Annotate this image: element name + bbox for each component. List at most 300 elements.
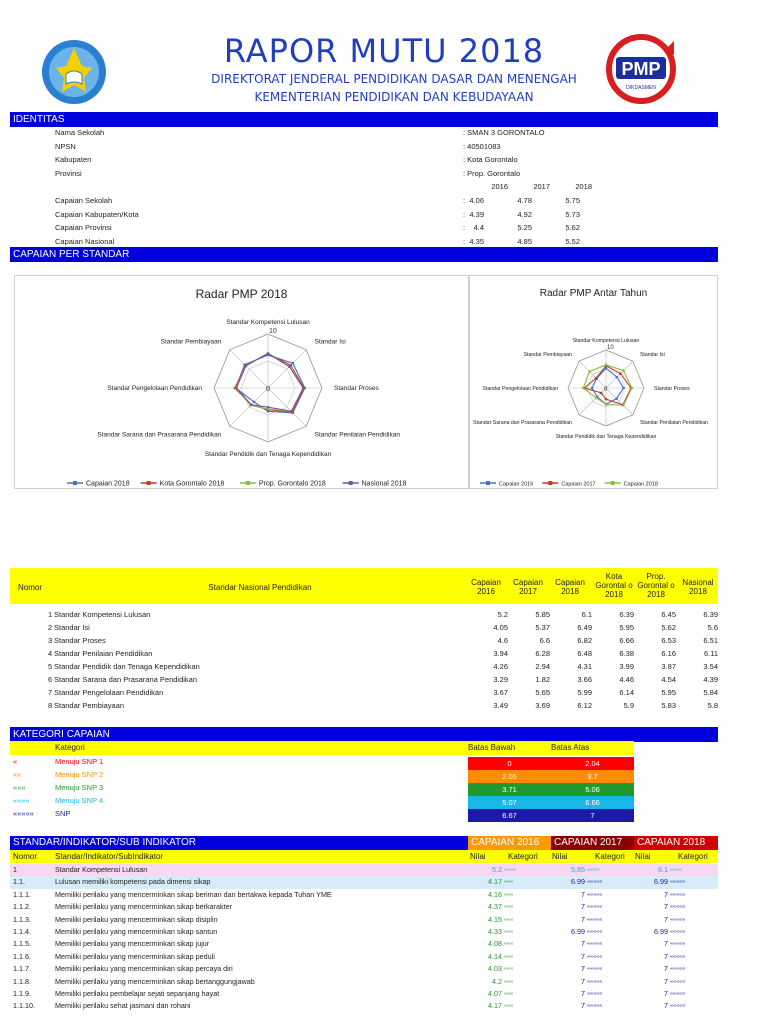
- legend-marker: [611, 481, 615, 485]
- legend-marker: [349, 481, 353, 485]
- col-nilai-2018: Nilai: [635, 852, 651, 861]
- indikator-nilai: 4.2: [492, 976, 502, 986]
- colon: :: [463, 223, 466, 232]
- radar-data-point: [235, 387, 238, 390]
- indikator-nilai: 4.15: [488, 914, 502, 924]
- indikator-kategori: «««: [504, 953, 514, 960]
- radar-data-point: [288, 365, 291, 368]
- radar-data-point: [622, 387, 625, 390]
- col-kategori-2017: Kategori: [595, 852, 625, 861]
- row-value: 3.94: [493, 649, 508, 658]
- indikator-nilai: 7: [664, 902, 668, 912]
- indikator-nilai: 7: [664, 939, 668, 949]
- table-row: [10, 688, 718, 701]
- row-number: 3: [48, 636, 53, 645]
- row-value: 6.51: [703, 636, 718, 645]
- row-value: 4.46: [619, 675, 634, 684]
- col-kota: Kota Gorontal o 2018: [595, 572, 633, 599]
- row-value: 5.8: [707, 701, 718, 710]
- indikator-kategori: ««««: [504, 867, 517, 873]
- row-value: 6.82: [577, 636, 592, 645]
- indikator-row: [10, 889, 718, 901]
- indikator-text: Standar Kompetensi Lulusan: [55, 865, 148, 874]
- indikator-nilai: 4.14: [488, 951, 502, 961]
- indikator-code: 1.1.8.: [13, 976, 31, 986]
- radar-data-point: [302, 387, 305, 390]
- indikator-nilai: 7: [664, 964, 668, 974]
- indikator-nilai: 6.1: [658, 865, 668, 874]
- capaian-summary-label: Capaian Sekolah: [55, 196, 113, 205]
- radar-data-point: [622, 369, 625, 372]
- indikator-bar: STANDAR/INDIKATOR/SUB INDIKATOR: [10, 836, 468, 850]
- colon: :: [463, 236, 466, 246]
- identitas-value: : 40501083: [463, 141, 501, 151]
- col-prop: Prop. Gorontal o 2018: [637, 572, 675, 599]
- legend-marker: [548, 481, 552, 485]
- indikator-row: [10, 926, 718, 938]
- capaian-summary-row: [10, 196, 718, 209]
- indikator-text: Memiliki perilaku yang mencerminkan sikap peduli: [55, 951, 215, 961]
- legend-marker: [486, 481, 490, 485]
- year-label: 2016: [491, 182, 508, 191]
- row-value: 5.95: [619, 623, 634, 632]
- indikator-kategori: «««: [504, 941, 514, 948]
- row-value: 6.45: [661, 610, 676, 619]
- colon: :: [463, 196, 466, 205]
- row-value: 5.85: [535, 610, 550, 619]
- indikator-row: [10, 901, 718, 913]
- indikator-row: [10, 864, 718, 876]
- identitas-row: [10, 155, 718, 168]
- indikator-kategori: «««««: [587, 966, 603, 973]
- indikator-code: 1.1.3.: [13, 914, 31, 924]
- kategori-name: Menuju SNP 2: [55, 770, 104, 779]
- table-row: [10, 701, 718, 714]
- row-number: 8: [48, 701, 53, 710]
- indikator-kategori: ««««: [587, 867, 600, 873]
- kategori-name: SNP: [55, 809, 71, 818]
- col-nomor: Nomor: [13, 852, 38, 861]
- row-standar-name: Standar Isi: [54, 623, 90, 632]
- row-value: 6.48: [577, 649, 592, 658]
- radar-data-point: [615, 397, 618, 400]
- indikator-nilai: 5.85: [571, 865, 585, 874]
- indikator-kategori: «««««: [587, 891, 603, 898]
- row-value: 6.6: [539, 636, 550, 645]
- indikator-row: [10, 976, 718, 988]
- indikator-nilai: 6.99: [571, 927, 585, 936]
- radar-tick-label: 10: [607, 345, 614, 351]
- table-row: [10, 649, 718, 662]
- identitas-row: [10, 169, 718, 182]
- indikator-code: 1.1.1.: [13, 889, 31, 899]
- row-value: 6.39: [703, 610, 718, 619]
- indikator-kategori: «««««: [587, 941, 603, 948]
- row-value: 5.84: [703, 688, 718, 697]
- capaian-summary-label: Capaian Provinsi: [55, 223, 112, 232]
- indikator-nilai: 7: [664, 889, 668, 899]
- indikator-nilai: 7: [581, 914, 585, 924]
- kategori-row: [10, 809, 634, 822]
- table-row: [10, 662, 718, 675]
- indikator-code: 1.1.10.: [13, 1001, 35, 1011]
- identitas-label: Kabupaten: [55, 155, 92, 164]
- indikator-kategori: «««««: [587, 879, 603, 886]
- indikator-nilai: 7: [581, 902, 585, 912]
- capaian-summary-label: Capaian Kabupaten/Kota: [55, 209, 139, 219]
- kategori-symbol: «««: [13, 783, 26, 792]
- indikator-nilai: 6.99: [654, 927, 668, 936]
- indikator-nilai: 7: [581, 939, 585, 949]
- identitas-value: : Kota Gorontalo: [463, 155, 518, 164]
- radar-data-point: [600, 392, 603, 395]
- indikator-kategori: «««««: [670, 891, 686, 898]
- row-value: 6.49: [577, 623, 592, 632]
- indikator-nilai: 4.03: [488, 964, 502, 974]
- indikator-text: Memiliki perilaku pembelajar sejati sepanjang hayat: [55, 989, 220, 998]
- indikator-text: Lulusan memiliki kompetensi pada dimensi sikap: [55, 877, 211, 887]
- kategori-row: [10, 783, 634, 796]
- indikator-kategori: ««««: [670, 867, 683, 873]
- kategori-range-cell: [468, 796, 634, 809]
- indikator-nilai: 4.07: [488, 989, 502, 998]
- indikator-row: [10, 988, 718, 1000]
- row-value: 6.16: [661, 649, 676, 658]
- radar-data-point: [582, 387, 585, 390]
- capaian-summary-value: 5.25: [517, 223, 532, 232]
- table-row: [10, 675, 718, 688]
- row-number: 6: [48, 675, 53, 684]
- indikator-subheader: [10, 850, 718, 863]
- radar-spoke: [230, 350, 268, 388]
- radar-data-point: [245, 365, 248, 368]
- legend-label: Capaian 2017: [561, 481, 596, 488]
- row-value: 6.66: [619, 636, 634, 645]
- radar-data-point: [250, 403, 253, 406]
- capaian-summary-value: 5.62: [565, 223, 580, 232]
- col-batas-atas: Batas Atas: [551, 743, 590, 752]
- kategori-name: Menuju SNP 3: [55, 783, 104, 792]
- row-value: 6.11: [703, 649, 718, 658]
- row-value: 5.95: [661, 688, 676, 697]
- radar-tick-label: 0: [266, 386, 270, 393]
- indikator-kategori: «««««: [670, 916, 686, 923]
- row-value: 5.6: [707, 623, 718, 632]
- indikator-nilai: 6.99: [654, 877, 668, 887]
- capaian-summary-value: 4.78: [517, 196, 532, 205]
- capaian-summary-value: 4.39: [469, 209, 484, 219]
- indikator-kategori: «««: [504, 929, 514, 935]
- row-value: 6.14: [619, 688, 634, 697]
- table-row: [10, 610, 718, 623]
- radar-tick-label: 10: [269, 328, 277, 335]
- row-value: 1.82: [535, 675, 550, 684]
- batas-atas-value: 3.7: [587, 772, 598, 781]
- indikator-kategori: «««««: [670, 978, 686, 985]
- indikator-nilai: 4.08: [488, 939, 502, 949]
- chart-title: Radar PMP 2018: [195, 287, 288, 301]
- indikator-text: Memiliki perilaku yang mencerminkan sikap bertanggungjawab: [55, 976, 255, 986]
- indikator-nilai: 7: [581, 989, 585, 998]
- indikator-kategori: «««: [504, 991, 514, 997]
- svg-text:PMP: PMP: [621, 59, 661, 79]
- capaian-summary-value: 5.73: [565, 209, 580, 219]
- report-subtitle-directorate: DIREKTORAT JENDERAL PENDIDIKAN DASAR DAN MENENGAH: [211, 72, 577, 86]
- capaian-summary-value: 5.75: [565, 196, 580, 205]
- radar-category-label: Standar Pengelolaan Pendidikan: [107, 385, 202, 392]
- indikator-nilai: 7: [664, 951, 668, 961]
- indikator-row: [10, 876, 718, 888]
- indikator-text: Memiliki perilaku yang mencerminkan sikap jujur: [55, 939, 210, 949]
- row-value: 6.28: [535, 649, 550, 658]
- radar-data-point: [595, 377, 598, 380]
- kategori-row: [10, 796, 634, 809]
- radar-category-label: Standar Sarana dan Prasarana Pendidikan: [473, 419, 573, 426]
- row-standar-name: Standar Kompetensi Lulusan: [54, 610, 151, 619]
- indikator-kategori: «««««: [670, 929, 686, 935]
- row-value: 3.54: [703, 662, 718, 671]
- kategori-symbol: ««««: [13, 796, 30, 805]
- identitas-value: : Prop. Gorontalo: [463, 168, 521, 178]
- row-value: 6.38: [619, 649, 634, 658]
- identitas-bar: IDENTITAS: [10, 112, 718, 127]
- row-value: 6.1: [581, 610, 592, 619]
- capaian-summary-value: 4.92: [517, 209, 532, 219]
- kategori-symbol: «««««: [13, 809, 34, 818]
- row-value: 3.49: [493, 701, 508, 710]
- indikator-kategori: «««««: [670, 879, 686, 886]
- indikator-code: 1.1.2.: [13, 902, 31, 912]
- identitas-years-row: [10, 182, 718, 195]
- kategori-range-cell: [468, 757, 634, 770]
- indikator-code: 1.1.7.: [13, 964, 31, 974]
- radar-category-label: Standar Penilaian Pendidikan: [639, 419, 709, 426]
- radar-spoke: [606, 361, 633, 388]
- indikator-nilai: 4.16: [488, 889, 502, 899]
- indikator-code: 1.1.5.: [13, 939, 31, 949]
- row-standar-name: Standar Penilaian Pendidikan: [54, 649, 153, 658]
- radar-category-label: Standar Pembiayaan: [160, 338, 222, 346]
- indikator-kategori: «««««: [587, 904, 603, 911]
- radar-data-point: [605, 364, 608, 367]
- kategori-row: [10, 757, 634, 770]
- indikator-nilai: 7: [581, 889, 585, 899]
- row-value: 3.99: [619, 662, 634, 671]
- indikator-nilai: 4.33: [488, 927, 502, 936]
- capaian-2018-header: CAPAIAN 2018: [634, 836, 718, 850]
- row-value: 4.31: [577, 662, 592, 671]
- batas-atas-value: 2.04: [585, 759, 600, 768]
- radar-category-label: Standar Isi: [639, 352, 665, 359]
- kategori-table-header: [10, 741, 634, 755]
- kategori-capaian-bar: KATEGORI CAPAIAN: [10, 727, 718, 742]
- indikator-nilai: 7: [581, 976, 585, 986]
- indikator-row: [10, 914, 718, 926]
- indikator-text: Memiliki perilaku yang mencerminkan sikap percaya diri: [55, 964, 233, 974]
- radar-category-label: Standar Kompetensi Lulusan: [226, 319, 310, 326]
- indikator-kategori: «««««: [670, 991, 686, 997]
- capaian-summary-value: 4.85: [517, 236, 532, 246]
- radar-category-label: Standar Pembiayaan: [523, 352, 573, 359]
- indikator-kategori: «««: [504, 879, 514, 886]
- capaian-summary-value: 4.06: [469, 196, 484, 205]
- capaian-2016-header: CAPAIAN 2016: [468, 836, 551, 850]
- indikator-kategori: «««««: [587, 978, 603, 985]
- batas-atas-value: 7: [590, 811, 595, 820]
- radar-data-point: [291, 362, 294, 365]
- kategori-range-cell: [468, 809, 634, 822]
- legend-label: Capaian 2016: [499, 481, 534, 488]
- legend-label: Capaian 2018: [86, 480, 130, 488]
- capaian-summary-value: 5.52: [565, 236, 580, 246]
- row-value: 3.29: [493, 675, 508, 684]
- indikator-code: 1.1.6.: [13, 951, 31, 961]
- col-capaian-2016: Capaian 2016: [471, 578, 501, 596]
- col-standar: Standar Nasional Pendidikan: [208, 583, 312, 592]
- batas-bawah-value: 6.67: [502, 811, 517, 820]
- radar-chart-svg: [15, 276, 470, 490]
- row-value: 4.54: [661, 675, 676, 684]
- indikator-nilai: 5.2: [492, 865, 502, 874]
- col-nilai-2017: Nilai: [552, 852, 568, 861]
- indikator-nilai: 4.37: [488, 902, 502, 912]
- radar-category-label: Standar Proses: [334, 385, 379, 392]
- kategori-range-cell: [468, 770, 634, 783]
- capaian-per-standar-bar: CAPAIAN PER STANDAR: [10, 247, 718, 262]
- row-number: 5: [48, 662, 53, 671]
- row-value: 3.66: [577, 675, 592, 684]
- row-value: 5.62: [661, 623, 676, 632]
- radar-category-label: Standar Sarana dan Prasarana Pendidikan: [97, 431, 222, 439]
- radar-category-label: Standar Kompetensi Lulusan: [572, 338, 640, 344]
- radar-data-point: [622, 404, 625, 407]
- row-number: 4: [48, 649, 53, 658]
- identitas-row: [10, 128, 718, 141]
- identitas-value: : SMAN 3 GORONTALO: [463, 128, 545, 137]
- pmp-logo: [604, 31, 678, 109]
- radar-category-label: Standar Pendidik dan Tenaga Kependidikan: [555, 434, 657, 440]
- indikator-kategori: «««««: [670, 966, 686, 973]
- radar-data-point: [591, 387, 594, 390]
- radar-data-point: [267, 352, 270, 355]
- colon: :: [463, 209, 466, 219]
- radar-category-label: Standar Penilaian Pendidikan: [314, 431, 400, 439]
- indikator-row: [10, 951, 718, 963]
- table-row: [10, 623, 718, 636]
- radar-chart-svg: [470, 276, 719, 490]
- row-value: 6.53: [661, 636, 676, 645]
- legend-label: Kota Gorontalo 2018: [159, 480, 225, 488]
- year-label: 2017: [533, 182, 550, 191]
- radar-chart-antar-tahun: [469, 275, 718, 489]
- row-standar-name: Standar Sarana dan Prasarana Pendidikan: [54, 675, 198, 684]
- radar-data-point: [253, 401, 256, 404]
- chart-title: Radar PMP Antar Tahun: [539, 288, 648, 299]
- batas-atas-value: 5.06: [585, 785, 600, 794]
- capaian-summary-row: [10, 223, 718, 236]
- batas-bawah-value: 3.71: [502, 785, 517, 794]
- indikator-code: 1: [13, 865, 17, 874]
- radar-data-point: [595, 397, 598, 400]
- kategori-symbol: «: [13, 757, 18, 766]
- row-value: 4.39: [703, 675, 718, 684]
- indikator-kategori: «««««: [670, 953, 686, 960]
- capaian-summary-label: Capaian Nasional: [55, 236, 115, 246]
- indikator-kategori: «««««: [587, 991, 603, 997]
- indikator-kategori: «««««: [587, 916, 603, 923]
- legend-label: Nasional 2018: [361, 480, 407, 488]
- batas-bawah-value: 0: [507, 759, 512, 768]
- col-batas-bawah: Batas Bawah: [468, 743, 516, 752]
- table-row: [10, 636, 718, 649]
- indikator-nilai: 6.99: [571, 877, 585, 887]
- indikator-text: Memiliki perilaku yang mencerminkan sikap santun: [55, 927, 218, 936]
- indikator-row: [10, 963, 718, 975]
- indikator-text: Memiliki perilaku sehat jasmani dan rohani: [55, 1001, 191, 1011]
- radar-data-point: [605, 398, 608, 401]
- row-number: 2: [48, 623, 53, 632]
- radar-data-point: [588, 370, 591, 373]
- legend-label: Capaian 2018: [623, 481, 658, 488]
- radar-data-point: [290, 410, 293, 413]
- row-value: 6.12: [577, 701, 592, 710]
- col-capaian-2018: Capaian 2018: [555, 578, 585, 596]
- indikator-kategori: «««: [504, 966, 514, 973]
- row-number: 1: [48, 610, 53, 619]
- indikator-nilai: 7: [581, 1001, 585, 1011]
- indikator-row: [10, 938, 718, 950]
- radar-category-label: Standar Pendidik dan Tenaga Kependidikan: [204, 451, 332, 458]
- radar-chart-2018: [14, 275, 469, 489]
- row-standar-name: Standar Proses: [54, 636, 106, 645]
- indikator-text: Memiliki perilaku yang mencerminkan sikap beriman dan bertakwa kepada Tuhan YME: [55, 889, 332, 899]
- row-number: 7: [48, 688, 53, 697]
- col-nilai-2016: Nilai: [470, 852, 486, 861]
- col-judul: Standar/Indikator/SubIndikator: [55, 852, 164, 861]
- indikator-nilai: 7: [581, 964, 585, 974]
- radar-spoke: [579, 361, 606, 388]
- legend-marker: [147, 481, 151, 485]
- row-value: 3.67: [493, 688, 508, 697]
- capaian-summary-value: 4.4: [473, 223, 484, 232]
- identitas-row: [10, 142, 718, 155]
- row-standar-name: Standar Pendidik dan Tenaga Kependidikan: [54, 662, 200, 671]
- kategori-range-cell: [468, 783, 634, 796]
- report-subtitle-ministry: KEMENTERIAN PENDIDIKAN DAN KEBUDAYAAN: [254, 90, 534, 104]
- indikator-kategori: «««««: [670, 904, 686, 911]
- row-value: 3.87: [661, 662, 676, 671]
- row-standar-name: Standar Pembiayaan: [54, 701, 125, 710]
- legend-label: Prop. Gorontalo 2018: [258, 480, 326, 488]
- indikator-nilai: 7: [664, 914, 668, 924]
- row-value: 5.99: [577, 688, 592, 697]
- col-nomor: Nomor: [17, 583, 42, 592]
- indikator-code: 1.1.: [13, 877, 25, 887]
- row-value: 4.6: [497, 636, 508, 645]
- indikator-kategori: «««««: [587, 1003, 603, 1010]
- row-value: 4.26: [493, 662, 508, 671]
- indikator-row: [10, 1000, 718, 1012]
- col-kategori-2016: Kategori: [508, 852, 538, 861]
- svg-text:DIKDASMEN: DIKDASMEN: [626, 85, 656, 91]
- row-value: 2.94: [535, 662, 550, 671]
- radar-category-label: Standar Pengelolaan Pendidikan: [482, 386, 558, 392]
- indikator-code: 1.1.4.: [13, 927, 31, 936]
- col-kategori-2018: Kategori: [678, 852, 708, 861]
- report-title: RAPOR MUTU 2018: [223, 32, 545, 70]
- kategori-row: [10, 770, 634, 783]
- radar-category-label: Standar Isi: [314, 338, 346, 346]
